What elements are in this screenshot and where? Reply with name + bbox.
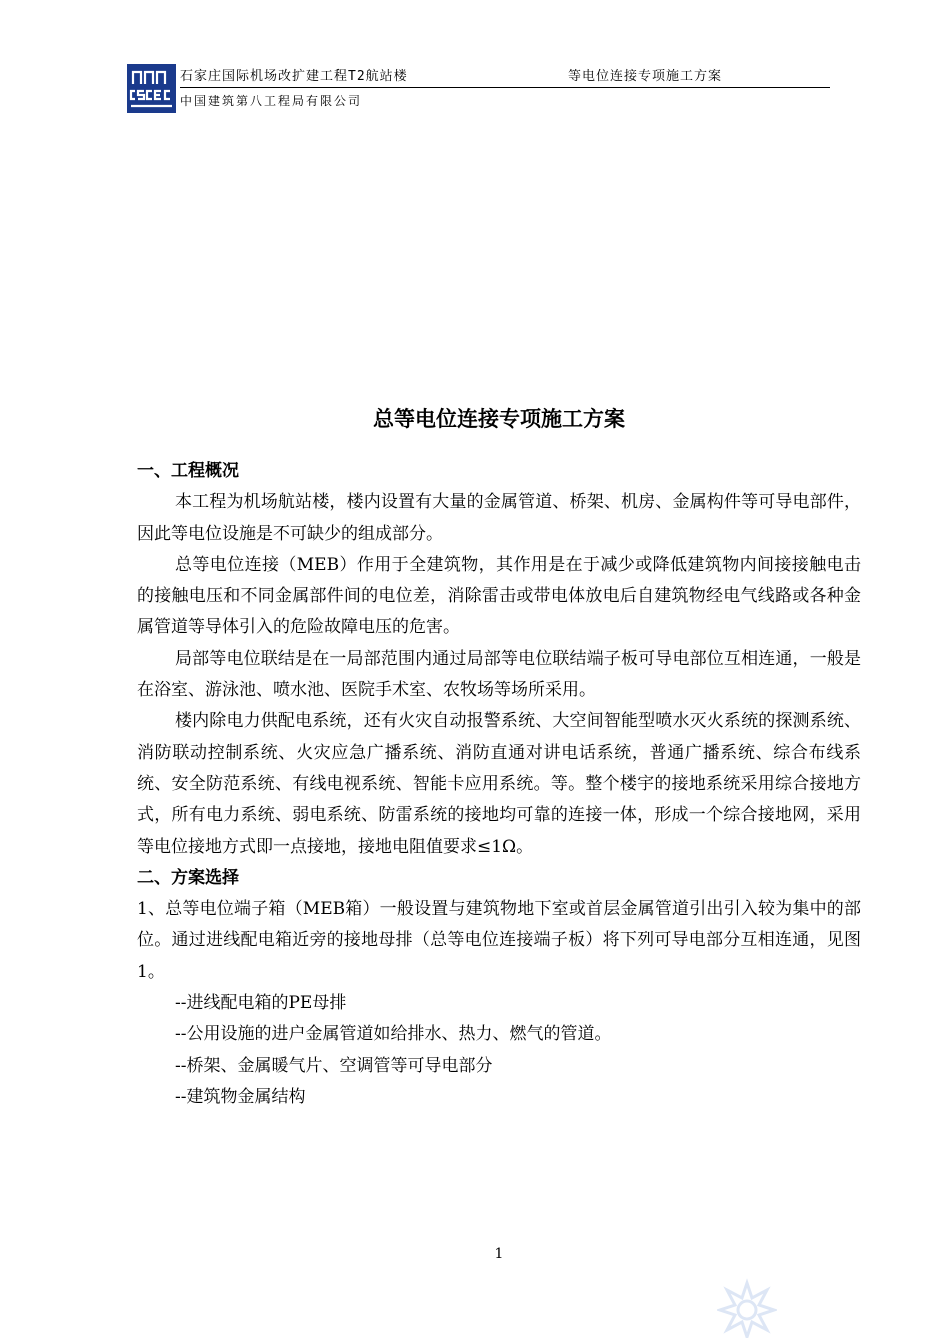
paragraph: 1、总等电位端子箱（MEB箱）一般设置与建筑物地下室或首层金属管道引出引入较为集中的部位。通过进线配电箱近旁的接地母排（总等电位连接端子板）将下列可导电部分互相连通，见图1。: [137, 899, 861, 982]
page-number: 1: [494, 1246, 504, 1262]
list-item: --建筑物金属结构: [175, 1086, 306, 1107]
document-title: 总等电位连接专项施工方案: [373, 407, 625, 431]
watermark-logo-icon: [717, 1278, 777, 1338]
section-heading: 一、工程概况: [137, 461, 239, 481]
list-item: --桥架、金属暖气片、空调管等可导电部分: [175, 1055, 493, 1076]
paragraph: 局部等电位联结是在一局部范围内通过局部等电位联结端子板可导电部位互相连通，一般是在浴室、游泳池、喷水池、医院手术室、农牧场等场所采用。: [137, 648, 861, 701]
list-item: --公用设施的进户金属管道如给排水、热力、燃气的管道。: [175, 1024, 612, 1045]
document-body: [137, 456, 861, 1113]
cscec-logo: [127, 64, 176, 113]
paragraph: 本工程为机场航站楼，楼内设置有大量的金属管道、桥架、机房、金属构件等可导电部件，因此等电位设施是不可缺少的组成部分。: [137, 492, 861, 544]
list-item: --进线配电箱的PE母排: [175, 993, 347, 1014]
paragraph: 楼内除电力供配电系统，还有火灾自动报警系统、大空间智能型喷水灭火系统的探测系统、消防联动控制系统、火灾应急广播系统、消防直通对讲电话系统，普通广播系统、综合布线系统、安全防范系统、有线电视系统、智能卡应用系统。等。整个楼宇的接地系统采用综合接地方式，所有电力系统、弱电系统、防雷系统的接地均可靠的连接一体，形成一个综合接地网，采用等电位接地方式即一点接地，接地电阻值要求≤1Ω。: [137, 711, 861, 857]
header-document-title: 等电位连接专项施工方案: [568, 69, 723, 84]
section-heading: 二、方案选择: [137, 867, 239, 888]
header-title-bar: [180, 67, 830, 88]
header-company: 中国建筑第八工程局有限公司: [180, 94, 363, 108]
paragraph: 总等电位连接（MEB）作用于全建筑物，其作用是在于减少或降低建筑物内间接接触电击的接触电压和不同金属部件间的电位差，消除雷击或带电体放电后自建筑物经电气线路或各种金属管道等导体引入的危险故障电压的危害。: [137, 554, 861, 638]
header-project-name: 石家庄国际机场改扩建工程T2航站楼: [180, 69, 408, 84]
